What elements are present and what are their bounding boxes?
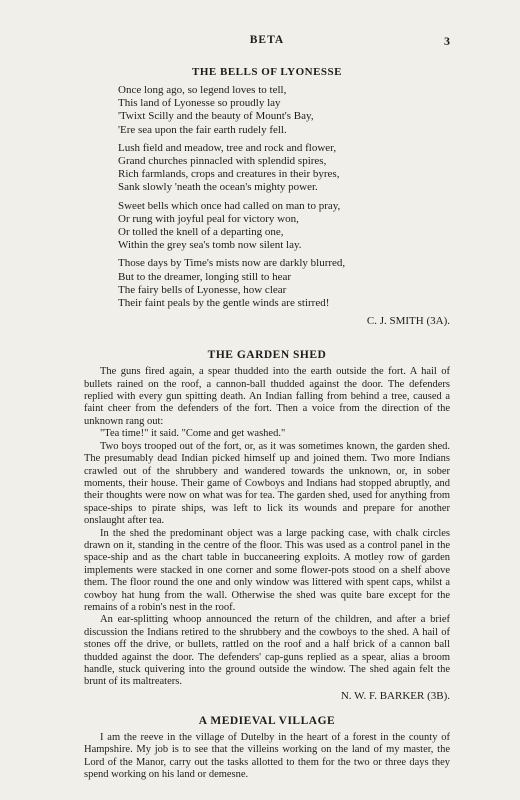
poem-line: Their faint peals by the gentle winds are stirred! <box>118 297 330 310</box>
medieval-village-title: A MEDIEVAL VILLAGE <box>198 714 336 727</box>
paragraph: "Tea time!" it said. "Come and get washed." <box>100 428 286 440</box>
poem-line: This land of Lyonesse so proudly lay <box>118 97 281 110</box>
poem-line: But to the dreamer, longing still to hear <box>118 270 292 283</box>
page-body <box>84 60 450 781</box>
medieval-village-text <box>84 732 450 782</box>
paragraph: Two boys trooped out of the fort, or, as it was sometimes known, the garden shed. The presumably dead Indian picked himself up and joined them. Two more Indians crawled out of the shrubbery and wandered towards the unknown, or, in sober moments, their house. Their game of Cowboys and Indians had stopped abruptly, and their thoughts were now on what was for tea. The garden shed, used for anything from space-ships to pirate ships, was left to lick its wounds and prepare for another onslaught after tea. <box>84 440 450 527</box>
paragraph: I am the reeve in the village of Dutelby in the heart of a forest in the county of Hampshire. My job is to see that the villeins working on the land of my master, the Lord of the Manor, carry out the tasks allotted to them for the two or three days they spend working on his land or demesne. <box>84 731 450 781</box>
running-title: BETA <box>249 34 285 46</box>
page-number: 3 <box>444 34 450 48</box>
poem-line: Rich farmlands, crops and creatures in their byres, <box>118 168 340 181</box>
stanza <box>118 142 450 195</box>
poem-line: Grand churches pinnacled with splendid spires, <box>118 155 327 168</box>
poem-author: C. J. SMITH (3A). <box>366 315 450 328</box>
poem-line: Sank slowly 'neath the ocean's mighty power. <box>118 181 318 194</box>
poem-line: 'Ere sea upon the fair earth rudely fell. <box>118 123 287 136</box>
poem-line: Sweet bells which once had called on man to pray, <box>118 199 341 212</box>
poem-title: THE BELLS OF LYONESSE <box>192 66 342 78</box>
paragraph: The guns fired again, a spear thudded into the earth outside the fort. A hail of bullets rained on the roof, a cannon-ball thudded against the door. The defenders replied with every gun spitting death. An Indian falling from behind a tree, caused a faint cheer from the defenders of the fort. Then a voice from the direction of the unknown rang out: <box>84 366 450 427</box>
stanza <box>118 257 450 310</box>
poem-line: Or tolled the knell of a departing one, <box>118 226 284 239</box>
poem <box>118 84 450 310</box>
paragraph: In the shed the predominant object was a large packing case, with chalk circles drawn on it, standing in the centre of the floor. This was used as a control panel in the space-ship and as the chart table in buccaneering exploits. A motley row of garden implements were stacked in one corner and some flower-pots stood on a shelf above them. The floor round the one and only window was littered with spent caps, whilst a cowboy hat hung from the wall. Otherwise the shed was quite bare except for the remains of a robin's nest in the roof. <box>84 527 450 613</box>
poem-line: The fairy bells of Lyonesse, how clear <box>118 283 287 296</box>
poem-line: Or rung with joyful peal for victory won, <box>118 212 299 225</box>
stanza <box>118 200 450 253</box>
garden-shed-author: N. W. F. BARKER (3B). <box>340 689 450 702</box>
garden-shed-title: THE GARDEN SHED <box>207 349 327 362</box>
poem-line: Within the grey sea's tomb now silent lay. <box>118 239 302 252</box>
running-head <box>84 34 450 50</box>
garden-shed-text <box>84 366 450 689</box>
stanza <box>118 84 450 137</box>
poem-line: 'Twixt Scilly and the beauty of Mount's Bay, <box>118 110 314 123</box>
poem-line: Lush field and meadow, tree and rock and flower, <box>118 141 337 154</box>
poem-line: Once long ago, so legend loves to tell, <box>118 84 287 96</box>
poem-line: Those days by Time's mists now are darkly blurred, <box>118 257 346 270</box>
paragraph: An ear-splitting whoop announced the return of the children, and after a brief discussion the Indians retired to the shrubbery and the cowboys to the shed. A hail of stones off the drive, or bullets, rattled on the roof and a half brick of a cannon ball thudded against the door. The defenders' cap-guns replied as a spear, alias a broom handle, stuck quivering into the ground outside the window. The shed again felt the brunt of its maltreaters. <box>84 614 450 688</box>
